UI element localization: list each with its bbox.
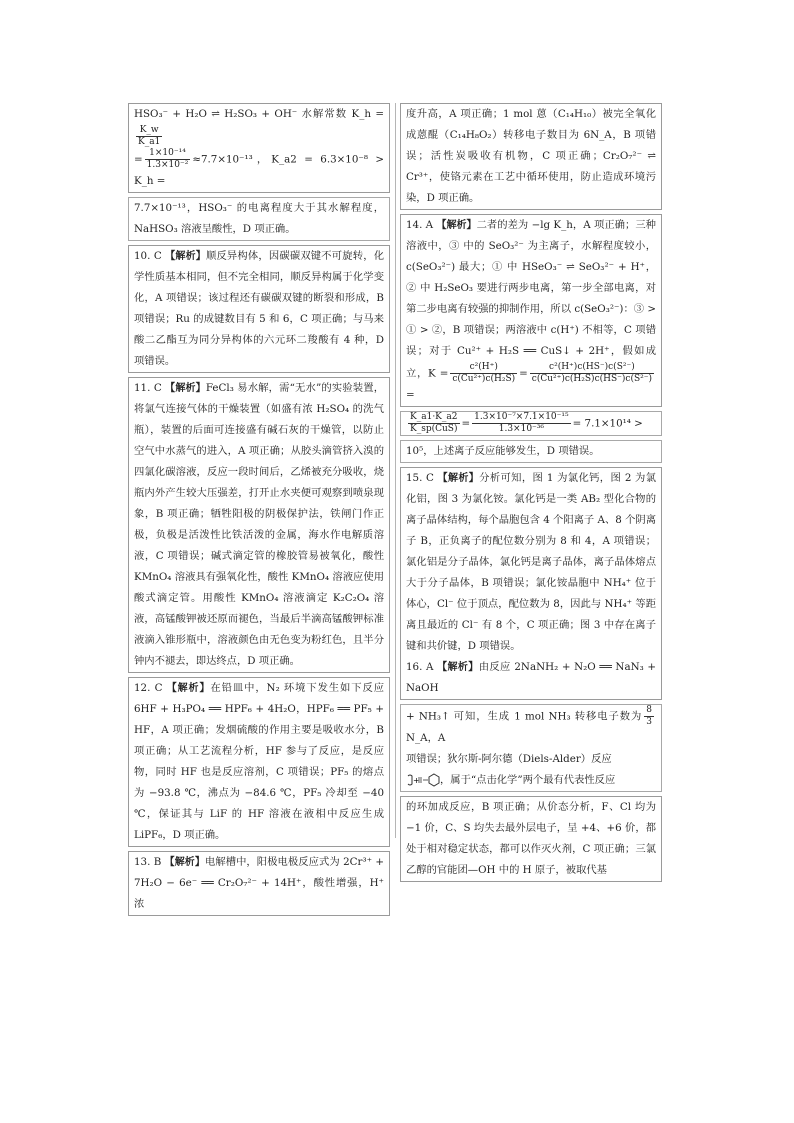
- answer-text: 顺反异构体，因碳碳双键不可旋转，化学性质基本相同，但不完全相同，顺反异构属于化学变化，A 项错误；该过程还有碳碳双键的断裂和形成，B 项错误；Ru 的成键数目有 5 和 6，C 项正确；与马来酸二乙酯互为同分异构体的六元环二羧酸有 4 种，D 项错误。: [134, 250, 385, 367]
- k-equation: $\frac{K\_a1\cdot K\_a2}{\text{K\_sp(CuS)}}$ = $\frac{\text{1.3×10⁻⁷×7.1×10⁻¹⁵}}{\text{1.3×10⁻³⁶}}$ = 7.1×10¹⁴ >: [410, 412, 643, 434]
- left-block-hydrolysis: [128, 103, 390, 193]
- answer-text: FeCl₃ 易水解，需“无水”的实验装置，将氯气连接气体的干燥装置（如盛有浓 H₂SO₄ 的洗气瓶），装置的后面可连接盛有碱石灰的干燥管，以防止空气中水蒸气的进入，A 项正确；从胶头滴管挤入溴的四氯化碳溶液，反应一段时间后，乙烯被充分吸收，烧瓶内外产生较大压强差，打开止水夹便可观察到喷泉现象，B 项正确；牺牲阳极的阴极保护法，铁闸门作正极，负极是活泼性比铁活泼的金属，海水作电解质溶液，C 项错误；碱式滴定管的橡胶管易被氧化，酸性 KMnO₄ 溶液具有强氧化性，酸性 KMnO₄ 溶液应使用酸式滴定管。用酸性 KMnO₄ 溶液滴定 K₂C₂O₄ 溶液，高锰酸钾被还原而褪色，当最后半滴高锰酸钾标准液滴入锥形瓶中，溶液颜色由无色变为粉红色，且半分钟内不褪去，即达终点，D 项正确。: [134, 382, 385, 667]
- analysis-tag: 【解析】: [436, 220, 477, 231]
- kw-ka1-fraction: [136, 125, 162, 148]
- frac-den: c(Cu²⁺)c(H₂S): [452, 374, 516, 384]
- answer-14-end: 10⁵，上述离子反应能够发生，D 项错误。: [406, 445, 600, 457]
- frac-num: K_w: [136, 125, 162, 137]
- question-number: 13. B: [134, 856, 162, 868]
- answer-block-10: [128, 245, 390, 373]
- analysis-tag: 【解析】: [164, 857, 205, 868]
- answer-block-13-cont: [400, 103, 662, 210]
- frac-den: 1.3×10⁻²: [146, 160, 189, 170]
- frac-den: 3: [646, 717, 652, 727]
- k-fraction-2: [530, 362, 654, 385]
- answer-11: [134, 378, 384, 672]
- frac-num: 1.3×10⁻⁷×7.1×10⁻¹⁵: [474, 412, 569, 422]
- frac-num: c²(H⁺)c(HS⁻)c(S²⁻): [530, 362, 654, 374]
- hydrolysis-calc: = $\frac{\text{1×10⁻¹⁴}}{\text{1.3×10⁻²}}$ ≈7.7×10⁻¹³，K_a2 = 6.3×10⁻⁸ > K_h =: [134, 148, 384, 187]
- left-column: [128, 103, 390, 920]
- answer-text: ，属于“点击化学”两个最有代表性反应: [440, 774, 616, 786]
- answer-block-14-eq: [400, 411, 662, 436]
- analysis-tag: 【解析】: [165, 251, 206, 262]
- answer-text: 在铅皿中，N₂ 环境下发生如下反应 6HF + H₃PO₄ ══ HPF₆ + 4H₂O，HPF₆ ══ PF₅ + HF，A 项正确；发烟硫酸的作用主要是吸收水分，B 项正确；从工艺流程分析，HF 参与了反应，是反应物，同时 HF 也是反应溶剂，C 项错误；PF₅ 的熔点为 −93.8 ℃，沸点为 −84.6 ℃，PF₅ 冷却至 −40 ℃，保证其与 LiF 的 HF 溶液在液相中反应生成 LiPF₆，D 项正确。: [134, 682, 385, 841]
- answer-13-continued: 度升高，A 项正确；1 mol 蒽（C₁₄H₁₀）被完全氧化成蒽醌（C₁₄H₈O₂）转移电子数目为 6N_A，B 项错误；活性炭吸收有机物，C 项正确；Cr₂O₇²⁻ ⇌ Cr³⁺，使铬元素在工艺中循环使用，防止造成环境污染，D 项正确。: [406, 108, 656, 204]
- frac-num: 8: [646, 705, 652, 715]
- frac-den: K_a1: [138, 137, 161, 147]
- frac-den: K_sp(CuS): [410, 424, 458, 434]
- hydrolysis-calc-tail: ≈7.7×10⁻¹³，K_a2 = 6.3×10⁻⁸ > K_h =: [134, 153, 384, 187]
- answer-text: 由反应 2NaNH₂ + N₂O ══ NaN₃ + NaOH: [406, 661, 657, 694]
- answer-block-15: [400, 467, 662, 700]
- hydrolysis-conclusion: 7.7×10⁻¹³，HSO₃⁻ 的电离程度大于其水解程度，NaHSO₃ 溶液呈酸性，D 项正确。: [134, 202, 384, 235]
- analysis-tag: 【解析】: [165, 383, 206, 394]
- analysis-tag: 【解析】: [166, 683, 211, 694]
- frac-num: 1×10⁻¹⁴: [145, 148, 191, 160]
- frac-den: c(Cu²⁺)c(H₂S)c(HS⁻)c(S²⁻): [531, 374, 652, 384]
- analysis-tag: 【解析】: [437, 473, 480, 484]
- answer-text: 分析可知，图 1 为氯化钙，图 2 为氯化铝，图 3 为氯化铵。氯化钙是一类 AB₂ 型化合物的离子晶体结构，每个晶胞包含 4 个阳离子 A、8 个阴离子 B，正负离子的配位数分别为 8 和 4，A 项错误；氯化铝是分子晶体，氯化钙是离子晶体，离子晶体熔点大于分子晶体，B 项错误；氯化铵晶胞中 NH₄⁺ 位于体心，Cl⁻ 位于顶点，配位数为 8，因此与 NH₄⁺ 等距离且最近的 Cl⁻ 有 8 个，C 项正确；图 3 中存在离子键和共价键，D 项错误。: [406, 472, 657, 652]
- answer-block-16-cont: [400, 796, 662, 882]
- question-number: 12. C: [134, 682, 163, 694]
- k-fraction-3: [408, 412, 460, 435]
- answer-text: N_A，A: [406, 732, 446, 744]
- answer-10: [134, 246, 384, 372]
- kh-value-fraction: [145, 148, 191, 171]
- question-number: 15. C: [406, 472, 434, 484]
- k-equation-tail: = 7.1×10¹⁴ >: [572, 417, 643, 430]
- hydrolysis-line: [134, 104, 384, 148]
- k-fraction-4: [472, 412, 570, 435]
- answer-text: + NH₃↑ 可知，生成 1 mol NH₃ 转移电子数为: [406, 710, 643, 723]
- answer-14: 14. A 【解析】二者的差为 −lg K_h，A 项正确；三种溶液中，③ 中的 SeO₃²⁻ 为主离子，水解程度较小，c(SeO₃²⁻) 最大；① 中 HSeO₃⁻ ⇌ SeO₃²⁻ + H⁺，② 中 H₂SeO₃ 要进行两步电离，第一步全部电离，对第二步电离有较强的抑制作用，所以 c(SeO₃²⁻)：③ > ① > ②，B 项错误；两溶液中 c(H⁺) 不相等，C 项错误；对于 Cu²⁺ + H₂S ══ CuS↓ + 2H⁺，假如成立，K = $\frac{\text{c²(H⁺)}}{\text{c(Cu²⁺)c(H₂S)}}$ = $\frac{\text{c²(H⁺)c(HS⁻)c(S²⁻)}}{\text{c(Cu²⁺)c(H₂S)c(HS⁻)c(S²⁻)}}$ =: [406, 219, 656, 401]
- answer-13: [134, 852, 384, 915]
- frac-num: c²(H⁺): [450, 362, 517, 374]
- diels-alder-reaction-icon: [406, 772, 440, 788]
- answer-block-16: [400, 704, 662, 792]
- answer-block-14-end: [400, 440, 662, 463]
- question-number: 10. C: [134, 250, 162, 262]
- frac-num: K_a1·K_a2: [410, 412, 458, 422]
- answer-text: 二者的差为 −lg K_h，A 项正确；三种溶液中，③ 中的 SeO₃²⁻ 为主离子，水解程度较小，c(SeO₃²⁻) 最大；① 中 HSeO₃⁻ ⇌ SeO₃²⁻ + H⁺，② 中 H₂SeO₃ 要进行两步电离，第一步全部电离，对第二步电离有较强的抑制作用，所以 c(SeO₃²⁻)：③ > ① > ②，B 项错误；两溶液中 c(H⁺) 不相等，C 项错误；对于 Cu²⁺ + H₂S ══ CuS↓ + 2H⁺，假如成立，K =: [406, 219, 656, 380]
- answer-16-line-c: 项错误；狄尔斯-阿尔德（Diels-Alder）反应: [406, 753, 612, 765]
- analysis-tag: 【解析】: [437, 662, 479, 673]
- hydrolysis-text: HSO₃⁻ + H₂O ⇌ H₂SO₃ + OH⁻ 水解常数 K_h =: [134, 108, 384, 120]
- svg-text:+: +: [413, 776, 420, 785]
- column-divider: [395, 103, 396, 838]
- k-fraction-1: [450, 362, 517, 385]
- answer-16-continued: 的环加成反应，B 项正确；从价态分析，F、Cl 均为 −1 价，C、S 均失去最外层电子，呈 +4、+6 价，都处于相对稳定状态，都可以作灭火剂，C 项正确；三氯乙醇的官能团—OH 中的 H 原子，被取代基: [406, 801, 656, 876]
- question-number: 11. C: [134, 382, 162, 394]
- answer-block-14: [400, 214, 662, 407]
- answer-text: 电解槽中，阳极电极反应式为 2Cr³⁺ + 7H₂O − 6e⁻ ══ Cr₂O₇²⁻ + 14H⁺，酸性增强，H⁺ 浓: [134, 856, 385, 910]
- right-column: [400, 103, 662, 886]
- answer-block-12: [128, 677, 390, 847]
- answer-16-line-d: [406, 770, 656, 791]
- answer-16-start: [406, 657, 656, 699]
- electron-fraction: [644, 705, 654, 728]
- left-block-conclusion: [128, 197, 390, 241]
- question-number: 16. A: [406, 661, 434, 673]
- answer-12: [134, 678, 384, 846]
- frac-den: 1.3×10⁻³⁶: [498, 424, 545, 434]
- answer-block-13: [128, 851, 390, 916]
- question-number: 14. A: [406, 219, 434, 231]
- answer-16-line-b: [406, 705, 656, 749]
- answer-15: [406, 468, 656, 657]
- answer-block-11: [128, 377, 390, 673]
